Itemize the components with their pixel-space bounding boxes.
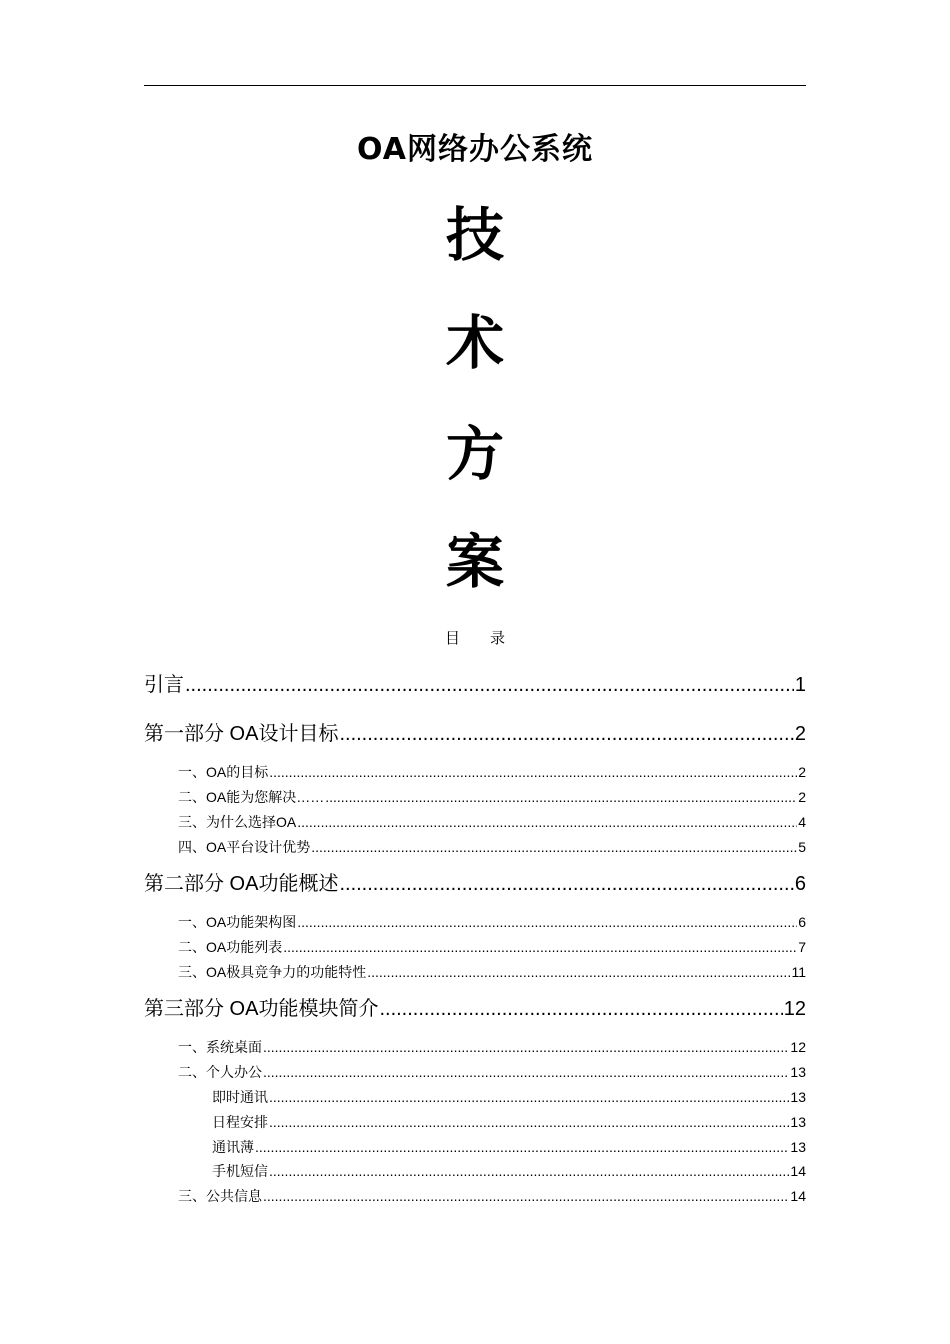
toc-entry-label: 二、OA功能列表: [178, 939, 283, 955]
toc-leader-dots: [311, 837, 797, 857]
toc-entry-page: 12: [783, 998, 806, 1020]
toc-entry[interactable]: [212, 1087, 806, 1107]
toc-entry-label: 四、OA平台设计优势: [178, 839, 311, 855]
big-title-char-4: 案: [445, 528, 504, 596]
toc-leader-dots: [325, 787, 797, 807]
toc-leader-dots: [185, 672, 794, 698]
toc-entry[interactable]: [178, 762, 806, 782]
toc-entry-page: 13: [790, 1064, 806, 1080]
toc-entry-label: 通讯薄: [212, 1139, 254, 1155]
big-title-char-2: 术: [445, 309, 504, 377]
toc-leader-dots: [297, 912, 797, 932]
toc-entry-label: 三、公共信息: [178, 1188, 262, 1204]
toc-entry-label: 第三部分 OA功能模块简介: [144, 998, 379, 1020]
toc-entry-label: 即时通讯: [212, 1089, 268, 1105]
toc-entry-page: 2: [798, 789, 806, 805]
toc-heading-char-1: 目: [444, 629, 460, 647]
toc-entry[interactable]: [212, 1112, 806, 1132]
toc-entry[interactable]: [178, 1062, 806, 1082]
toc-entry-page: 5: [798, 839, 806, 855]
toc-entry[interactable]: [178, 912, 806, 932]
toc-leader-dots: [283, 937, 797, 957]
toc-entry-label: 引言: [144, 674, 184, 696]
toc-leader-dots: [263, 1186, 789, 1206]
toc-entry[interactable]: [178, 962, 806, 982]
toc-entry[interactable]: [178, 937, 806, 957]
toc-entry[interactable]: [178, 787, 806, 807]
toc-leader-dots: [297, 812, 797, 832]
toc-leader-dots: [269, 762, 797, 782]
big-title-char-3: 方: [445, 420, 504, 488]
toc-entry[interactable]: [212, 1137, 806, 1157]
toc-leader-dots: [255, 1137, 789, 1157]
toc-entry-page: 1: [794, 674, 806, 696]
toc-entry-page: 6: [798, 914, 806, 930]
toc-entry-page: 14: [790, 1163, 806, 1179]
toc-entry-label: 一、OA的目标: [178, 764, 269, 780]
toc-entry-page: 12: [790, 1039, 806, 1055]
toc-entry[interactable]: [178, 837, 806, 857]
toc-entry[interactable]: [178, 1037, 806, 1057]
toc-entry-page: 13: [790, 1139, 806, 1155]
toc-entry[interactable]: [144, 871, 806, 897]
big-title-char-1: 技: [445, 201, 504, 269]
toc-leader-dots: [263, 1037, 789, 1057]
toc-entry-page: 2: [798, 764, 806, 780]
toc-entry[interactable]: [144, 672, 806, 698]
toc-heading: [0, 628, 950, 648]
toc-entry-page: 13: [790, 1114, 806, 1130]
toc-leader-dots: [339, 721, 793, 747]
toc-leader-dots: [269, 1112, 789, 1132]
document-title: OA网络办公系统: [357, 132, 593, 167]
toc-entry[interactable]: [178, 1186, 806, 1206]
toc-entry[interactable]: [144, 721, 806, 747]
toc-entry-page: 13: [790, 1089, 806, 1105]
toc-leader-dots: [367, 962, 790, 982]
toc-entry-label: 日程安排: [212, 1114, 268, 1130]
toc-entry-label: 一、OA功能架构图: [178, 914, 297, 930]
toc-entry-label: 第一部分 OA设计目标: [144, 723, 339, 745]
toc-leader-dots: [339, 871, 793, 897]
toc-entry-page: 11: [791, 964, 806, 980]
toc-entry-label: 三、为什么选择OA: [178, 814, 297, 830]
toc-entry-label: 第二部分 OA功能概述: [144, 873, 339, 895]
toc-entry-label: 手机短信: [212, 1163, 268, 1179]
toc-entry-label: 二、个人办公: [178, 1064, 262, 1080]
toc-entry-label: 一、系统桌面: [178, 1039, 262, 1055]
toc-entry-page: 4: [798, 814, 806, 830]
toc-entry-page: 14: [790, 1188, 806, 1204]
toc-heading-char-2: 录: [490, 629, 506, 647]
toc-leader-dots: [263, 1062, 789, 1082]
toc-entry-page: 2: [794, 723, 806, 745]
toc-entry-label: 三、OA极具竞争力的功能特性: [178, 964, 367, 980]
toc-entry-label: 二、OA能为您解决……: [178, 789, 325, 805]
toc-entry[interactable]: [212, 1161, 806, 1181]
header-rule: [144, 85, 806, 86]
toc-entry-page: 6: [794, 873, 806, 895]
toc-leader-dots: [269, 1161, 789, 1181]
toc-entry[interactable]: [144, 996, 806, 1022]
toc-entry[interactable]: [178, 812, 806, 832]
toc-leader-dots: [379, 996, 782, 1022]
toc-leader-dots: [269, 1087, 789, 1107]
toc-entry-page: 7: [798, 939, 806, 955]
